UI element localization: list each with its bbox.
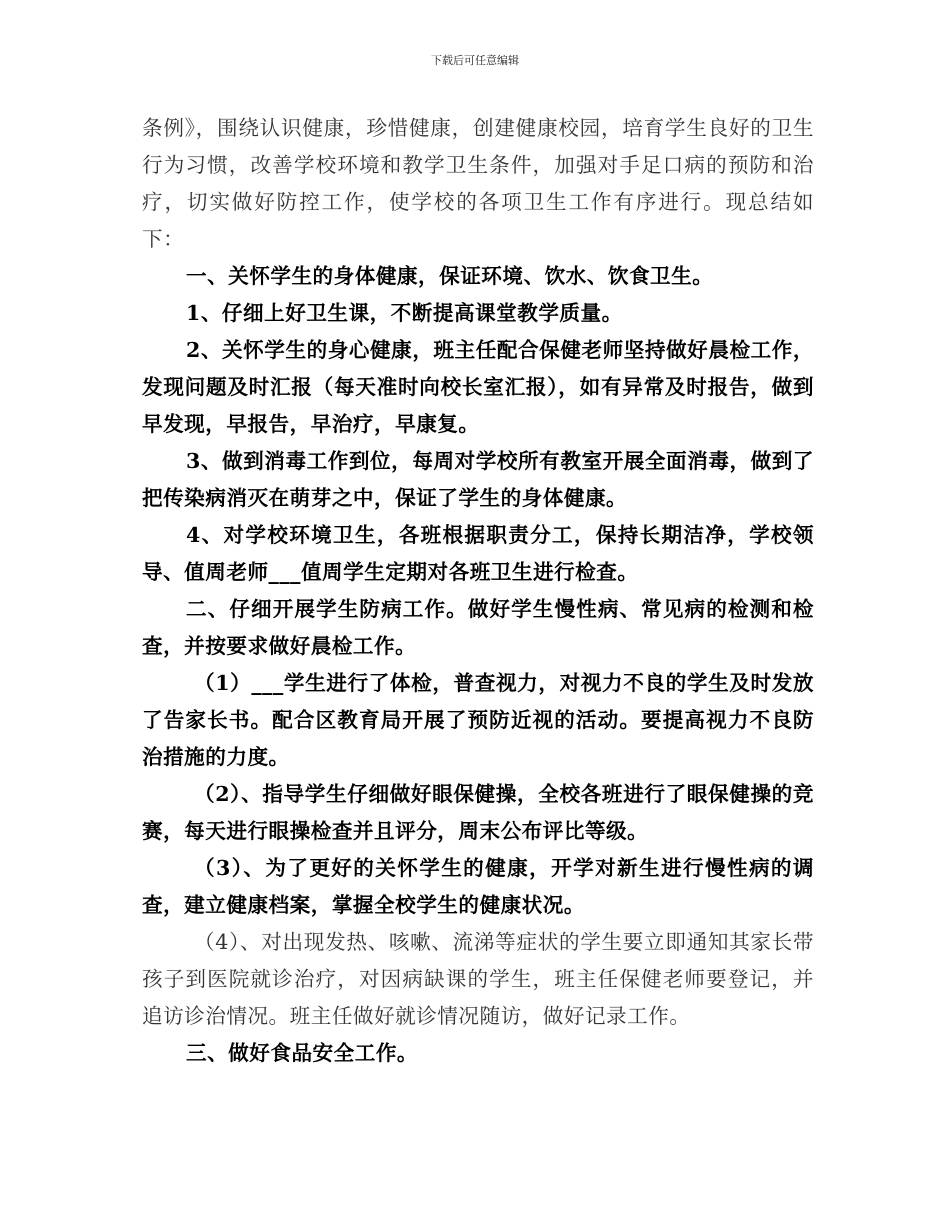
paragraph-subitem-2: （2）、指导学生仔细做好眼保健操，全校各班进行了眼保健操的竞赛，每天进行眼操检查并且评分，周末公布评比等级。 [142,782,814,843]
document-body [142,110,814,1072]
paragraph-subitem-3: （3）、为了更好的关怀学生的健康，开学对新生进行慢性病的调查，建立健康档案，掌握全校学生的健康状况。 [142,856,814,917]
section-heading-1: 一、关怀学生的身体健康，保证环境、饮水、饮食卫生。 [186,264,714,288]
paragraph-item-4: 4、对学校环境卫生，各班根据职责分工，保持长期洁净，学校领导、值周老师___值周学生定期对各班卫生进行检查。 [142,523,814,584]
paragraph-subitem-4: （4）、对出现发热、咳嗽、流涕等症状的学生要立即通知其家长带孩子到医院就诊治疗，对因病缺课的学生，班主任保健老师要登记，并追访诊治情况。班主任做好就诊情况随访，做好记录工作。 [142,930,814,1028]
section-heading-2: 二、仔细开展学生防病工作。做好学生慢性病、常见病的检测和检查，并按要求做好晨检工作。 [142,597,814,658]
paragraph-subitem-1: （1）___学生进行了体检，普查视力，对视力不良的学生及时发放了告家长书。配合区教育局开展了预防近视的活动。要提高视力不良防治措施的力度。 [142,671,814,769]
page-header: 下载后可任意编辑 [431,54,519,67]
section-heading-3: 三、做好食品安全工作。 [186,1041,419,1065]
paragraph-item-3: 3、做到消毒工作到位，每周对学校所有教室开展全面消毒，做到了把传染病消灭在萌芽之中，保证了学生的身体健康。 [142,449,814,510]
paragraph-item-1: 1、仔细上好卫生课，不断提高课堂教学质量。 [186,301,623,325]
paragraph-intro: 条例》，围绕认识健康，珍惜健康，创建健康校园，培育学生良好的卫生行为习惯，改善学校环境和教学卫生条件，加强对手足口病的预防和治疗，切实做好防控工作，使学校的各项卫生工作有序进行。现总结如下： [142,116,814,251]
paragraph-item-2: 2、关怀学生的身心健康，班主任配合保健老师坚持做好晨检工作，发现问题及时汇报（每天准时向校长室汇报），如有异常及时报告，做到早发现，早报告，早治疗，早康复。 [142,338,814,436]
